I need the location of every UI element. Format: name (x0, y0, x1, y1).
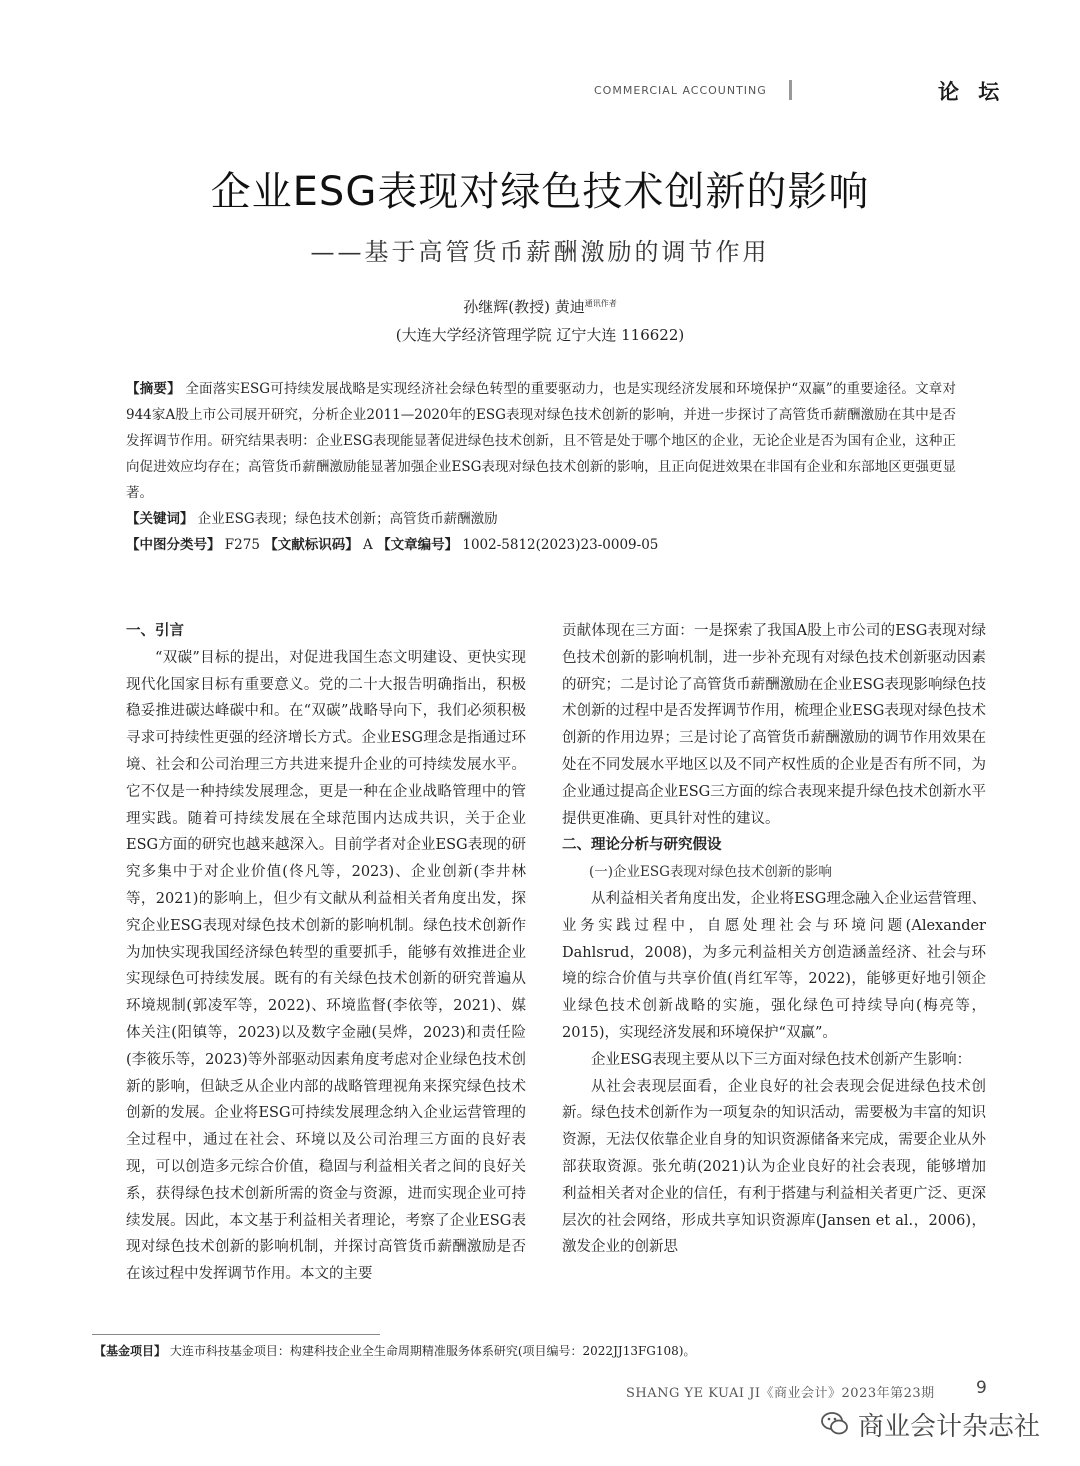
abstract-text: 全面落实ESG可持续发展战略是实现经济社会绿色转型的重要驱动力，也是实现经济发展和环境保护“双赢”的重要途径。文章对944家A股上市公司展开研究，分析企业2011—2020年的ESG表现对绿色技术创新的影响，并进一步探讨了高管货币薪酬激励在其中是否发挥调节作用。研究结果表明：企业ESG表现能显著促进绿色技术创新，且不管是处于哪个地区的企业，无论企业是否为国有企业，这种正向促进效应均存在；高管货币薪酬激励能显著加强企业ESG表现对绿色技术创新的影响，且正向促进效果在非国有企业和东部地区更强更显著。 (126, 381, 956, 501)
corresponding-mark: 通讯作者 (584, 299, 617, 308)
affiliation: (大连大学经济管理学院 辽宁大连 116622) (395, 326, 685, 344)
section-tag: 论 坛 (938, 80, 1006, 104)
journal-name: COMMERCIAL ACCOUNTING (594, 84, 767, 97)
doc-code-label: 【文献标识码】 (264, 537, 359, 553)
clc-label: 【中图分类号】 (126, 537, 221, 553)
watermark-text: 商业会计杂志社 (858, 1411, 1041, 1442)
section-heading-theory: 二、理论分析与研究假设 (562, 837, 722, 854)
authors (0, 296, 1080, 317)
watermark (820, 1404, 1040, 1444)
page-number: 9 (976, 1378, 987, 1398)
paragraph: 从社会表现层面看，企业良好的社会表现会促进绿色技术创新。绿色技术创新作为一项复杂的知识活动，需要极为丰富的知识资源，无法仅依靠企业自身的知识资源储备来完成，需要企业从外部获取资源。张允萌(2021)认为企业良好的社会表现，能够增加利益相关者对企业的信任，有利于搭建与利益相关者更广泛、更深层次的社会网络，形成共享知识资源库(Jansen et al.，2006)，激发企业的创新思 (562, 1078, 986, 1256)
right-column (562, 618, 986, 1261)
article-subtitle: ——基于高管货币薪酬激励的调节作用 (310, 238, 770, 266)
subsection-heading: (一)企业ESG表现对绿色技术创新的影响 (589, 864, 832, 881)
section-heading-intro: 一、引言 (126, 623, 184, 639)
footnote-rule (92, 1334, 380, 1335)
funding-note (94, 1342, 994, 1359)
author-names: 孙继辉(教授) 黄迪 (463, 298, 585, 316)
intro-paragraph-continued: 贡献体现在三方面：一是探索了我国A股上市公司的ESG表现对绿色技术创新的影响机制，进一步补充现有对绿色技术创新驱动因素的研究；二是讨论了高管货币薪酬激励在企业ESG表现影响绿色技术创新的过程中是否发挥调节作用，梳理企业ESG表现对绿色技术创新的作用边界；三是讨论了高管货币薪酬激励的调节作用效果在处在不同发展水平地区以及不同产权性质的企业是否有所不同，为企业通过提高企业ESG三方面的综合表现来提升绿色技术创新水平提供更准确、更具针对性的建议。 (562, 623, 986, 827)
paragraph: 企业ESG表现主要从以下三方面对绿色技术创新产生影响： (591, 1051, 972, 1068)
intro-paragraph: “双碳”目标的提出，对促进我国生态文明建设、更快实现现代化国家目标有重要意义。党的二十大报告明确指出，积极稳妥推进碳达峰碳中和。在“双碳”战略导向下，我们必须积极寻求可持续性更强的经济增长方式。企业ESG理念是指通过环境、社会和公司治理三方共进来提升企业的可持续发展水平。它不仅是一种持续发展理念，更是一种在企业战略管理中的管理实践。随着可持续发展在全球范围内达成共识，关于企业ESG方面的研究也越来越深入。目前学者对企业ESG表现的研究多集中于对企业价值(佟凡等，2023)、企业创新(李井林等，2021)的影响上，但少有文献从利益相关者角度出发，探究企业ESG表现对绿色技术创新的影响机制。绿色技术创新作为加快实现我国经济绿色转型的重要抓手，能够有效推进企业实现绿色可持续发展。既有的有关绿色技术创新的研究普遍从环境规制(郭凌军等，2022)、环境监督(李依等，2021)、媒体关注(阳镇等，2023)以及数字金融(吴烨，2023)和责任险(李筱乐等，2023)等外部驱动因素角度考虑对企业绿色技术创新的影响，但缺乏从企业内部的战略管理视角来探究绿色技术创新的发展。企业将ESG可持续发展理念纳入企业运营管理的全过程中，通过在社会、环境以及公司治理三方面的良好表现，可以创造多元综合价值，稳固与利益相关者之间的良好关系，获得绿色技术创新所需的资金与资源，进而实现企业可持续发展。因此，本文基于利益相关者理论，考察了企业ESG表现对绿色技术创新的影响机制，并探讨高管货币薪酬激励是否在该过程中发挥调节作用。本文的主要 (126, 649, 526, 1283)
abstract-block (126, 376, 956, 558)
abstract-label: 【摘要】 (126, 381, 181, 397)
wechat-icon (820, 1409, 850, 1439)
doc-code-value: A (363, 537, 373, 553)
funding-text: 大连市科技基金项目：构建科技企业全生命周期精准服务体系研究(项目编号：2022JJ13FG108)。 (169, 1344, 696, 1358)
article-no-label: 【文章编号】 (377, 537, 459, 553)
keywords (126, 506, 956, 532)
journal-footer: SHANG YE KUAI JI《商业会计》2023年第23期 (626, 1386, 935, 1401)
abstract (126, 376, 956, 506)
article-title: 企业ESG表现对绿色技术创新的影响 (210, 169, 870, 215)
article-no-value: 1002-5812(2023)23-0009-05 (462, 537, 659, 553)
funding-label: 【基金项目】 (94, 1344, 167, 1358)
left-column (126, 618, 526, 1288)
keywords-text: 企业ESG表现；绿色技术创新；高管货币薪酬激励 (197, 511, 498, 527)
paragraph: 从利益相关者角度出发，企业将ESG理念融入企业运营管理、业务实践过程中，自愿处理社会与环境问题(Alexander Dahlsrud，2008)，为多元利益相关方创造涵盖经济、社会与环境的综合价值与共享价值(肖红军等，2022)，能够更好地引领企业绿色技术创新战略的实施，强化绿色可持续导向(梅亮等，2015)，实现经济发展和环境保护“双赢”。 (562, 890, 986, 1041)
header-divider (789, 80, 792, 100)
keywords-label: 【关键词】 (126, 511, 194, 527)
classification-line (126, 532, 956, 558)
clc-value: F275 (224, 537, 260, 553)
